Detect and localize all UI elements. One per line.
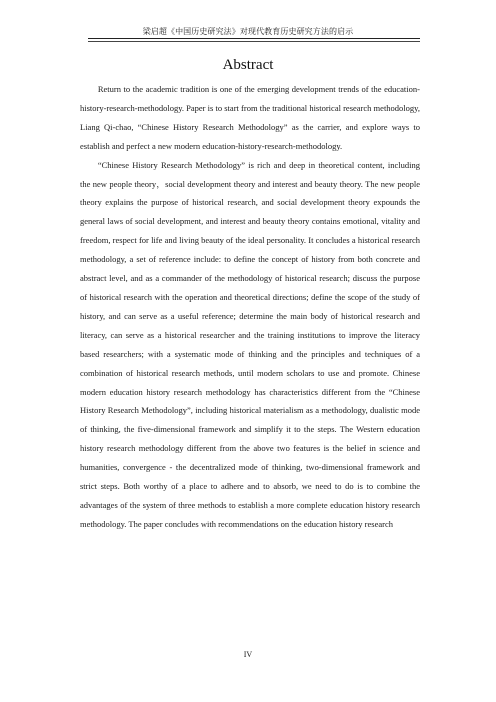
abstract-body [80, 80, 420, 534]
running-header: 梁启超《中国历史研究法》对现代教育历史研究方法的启示 [142, 27, 354, 36]
header-rule-thin [88, 41, 420, 42]
abstract-paragraph-1: Return to the academic tradition is one of the emerging development trends of the education-history-research-methodology. Paper is to start from the traditional historical research methodology, Liang Qi-chao, “Chinese History Research Methodology” as the carrier, and explore ways to establish and perfect a new modern education-history-research-methodology. [80, 84, 420, 151]
abstract-paragraph-2: “Chinese History Research Methodology” is rich and deep in theoretical content, including the new people theory，social development theory and interest and beauty theory. The new people theory explains the purpose of historical research, and social development theory expounds the general laws of social development, and interest and beauty theory contains emotional, vitality and freedom, respect for life and living beauty of the ideal personality. It concludes a historical research methodology, a set of reference include: to define the concept of history from both concrete and abstract level, and as a commander of the methodology of historical research; discuss the purpose of historical research with the operation and theoretical directions; define the scope of the study of history, and can serve as a useful reference; determine the main body of historical research and literacy, can serve as a historical researcher and the training institutions to improve the literacy based researchers; with a systematic mode of thinking and the principles and techniques of a combination of historical research methods, until modern scholars to use and promote. Chinese modern education history research methodology has characteristics different from the “Chinese History Research Methodology”, including historical materialism as a methodology, dualistic mode of thinking, the five-dimensional framework and simplify it to the steps. The Western education history research methodology different from the above two features is the belief in science and humanities, convergence - the decentralized mode of thinking, two-dimensional framework and strict steps. Both worthy of a place to adhere and to absorb, we need to do is to combine the advantages of the system of three methods to establish a more complete education history research methodology. The paper concludes with recommendations on the education history research [80, 159, 420, 529]
header-rule-thick [88, 38, 420, 39]
page-number: IV [243, 650, 253, 659]
abstract-title: Abstract [222, 57, 274, 73]
